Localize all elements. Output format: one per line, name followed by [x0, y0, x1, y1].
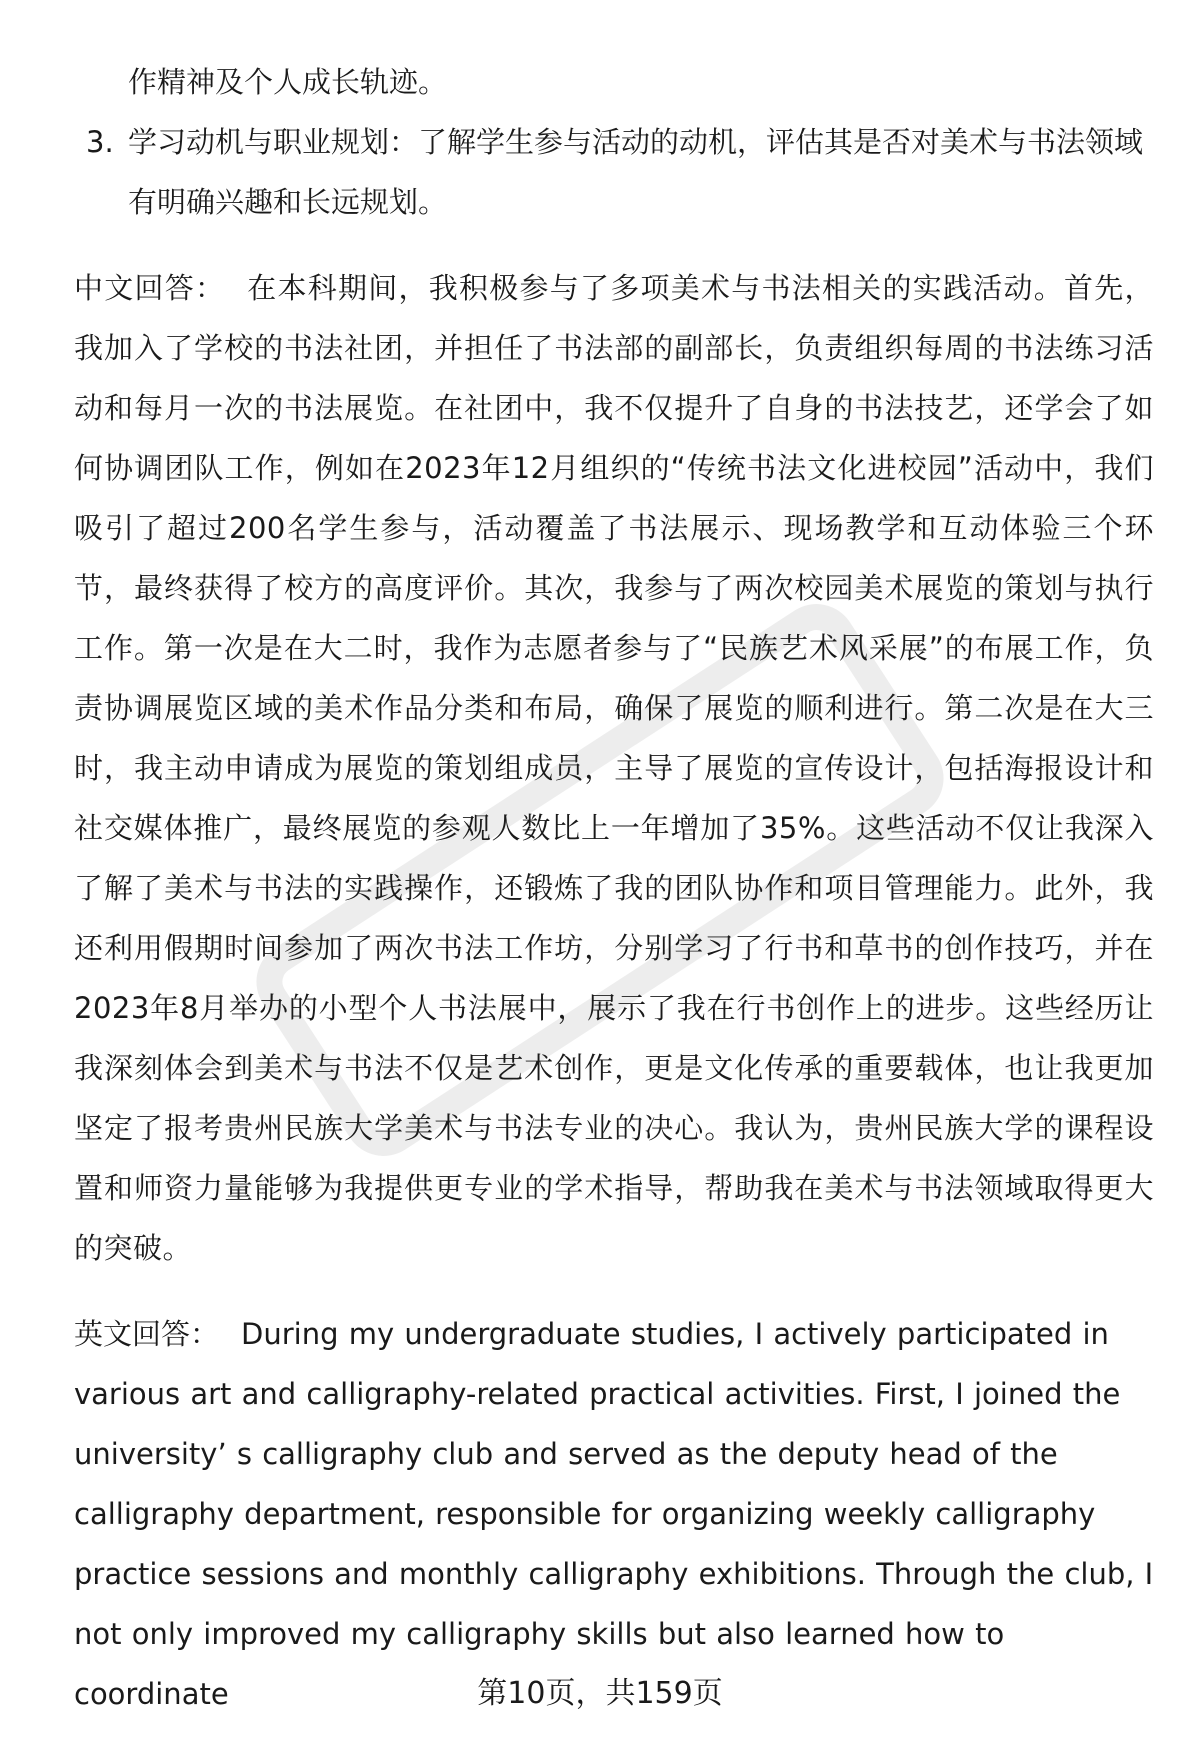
- chinese-answer-text: 在本科期间，我积极参与了多项美术与书法相关的实践活动。首先，我加入了学校的书法社团，并担任了书法部的副部长，负责组织每周的书法练习活动和每月一次的书法展览。在社团中，我不仅提升了自身的书法技艺，还学会了如何协调团队工作，例如在2023年12月组织的“传统书法文化进校园”活动中，我们吸引了超过200名学生参与，活动覆盖了书法展示、现场教学和互动体验三个环节，最终获得了校方的高度评价。其次，我参与了两次校园美术展览的策划与执行工作。第一次是在大二时，我作为志愿者参与了“民族艺术风采展”的布展工作，负责协调展览区域的美术作品分类和布局，确保了展览的顺利进行。第二次是在大三时，我主动申请成为展览的策划组成员，主导了展览的宣传设计，包括海报设计和社交媒体推广，最终展览的参观人数比上一年增加了35%。这些活动不仅让我深入了解了美术与书法的实践操作，还锻炼了我的团队协作和项目管理能力。此外，我还利用假期时间参加了两次书法工作坊，分别学习了行书和草书的创作技巧，并在2023年8月举办的小型个人书法展中，展示了我在行书创作上的进步。这些经历让我深刻体会到美术与书法不仅是艺术创作，更是文化传承的重要载体，也让我更加坚定了报考贵州民族大学美术与书法专业的决心。我认为，贵州民族大学的课程设置和师资力量能够为我提供更专业的学术指导，帮助我在美术与书法领域取得更大的突破。: [74, 271, 1154, 1265]
- list-item: [74, 112, 1154, 232]
- english-answer: [74, 1304, 1154, 1724]
- list-text: 学习动机与职业规划：了解学生参与活动的动机，评估其是否对美术与书法领域有明确兴趣和长远规划。: [128, 125, 1144, 219]
- page-content: [74, 52, 1154, 1724]
- continued-list-line: 作精神及个人成长轨迹。: [128, 65, 448, 99]
- chinese-answer: [74, 258, 1154, 1278]
- page-number: 第10页，共159页: [477, 1676, 723, 1711]
- chinese-answer-label: 中文回答：: [74, 271, 226, 305]
- list-number: 3.: [86, 125, 114, 159]
- english-answer-text: During my undergraduate studies, I actively participated in various art and calligraphy-related practical activities. First, I joined the university’ s calligraphy club and served as the deputy head of the calligraphy department, responsible for organizing weekly calligraphy practice sessions and monthly calligraphy exhibitions. Through the club, I not only improved my calligraphy skills but also learned how to coordinate: [74, 1317, 1154, 1711]
- english-answer-label: 英文回答：: [74, 1317, 220, 1351]
